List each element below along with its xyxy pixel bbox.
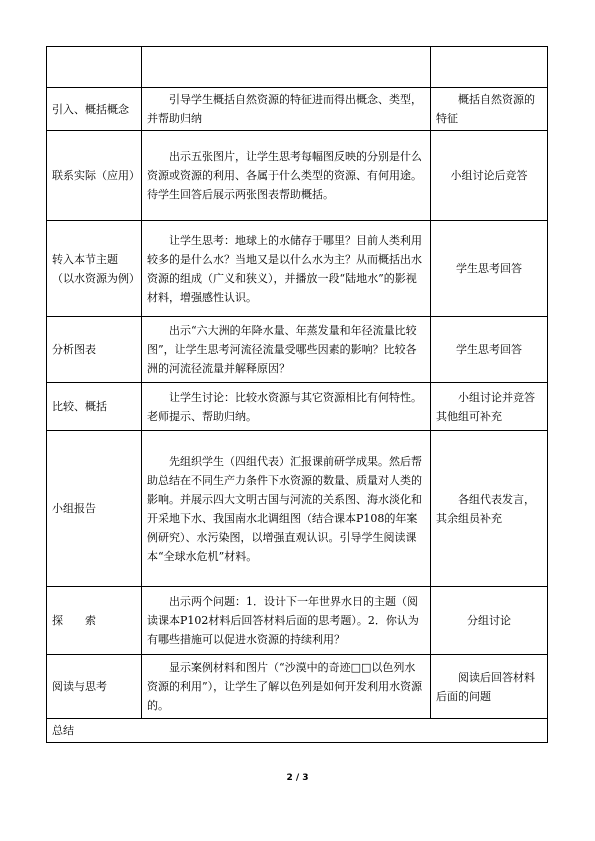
teacher-activity-cell: 显示案例材料和图片（“沙漠中的奇迹□□以色列水资源的利用”），让学生了解以色列是如何开发利用水资源的。: [142, 655, 431, 719]
lesson-plan-table: [46, 46, 548, 743]
table-row: [47, 431, 548, 587]
summary-cell: 总结: [47, 719, 548, 743]
table-row: [47, 587, 548, 655]
summary-row: [47, 719, 548, 743]
teacher-activity-cell: 出示五张图片，让学生思考每幅图反映的分别是什么资源或资源的利用、各属于什么类型的资源、有何用途。待学生回答后展示两张图表帮助概括。: [142, 131, 431, 221]
page-number: 2 / 3: [286, 773, 309, 783]
stage-cell: 转入本节主题（以水资源为例）: [47, 221, 142, 317]
teacher-activity-cell: 让学生思考：地球上的水储存于哪里？目前人类利用较多的是什么水？当地又是以什么水为主？从而概括出水资源的组成（广义和狭义），并播放一段“陆地水”的影视材料，增强感性认识。: [142, 221, 431, 317]
stage-cell: 比较、概括: [47, 383, 142, 431]
teacher-activity-cell: 让学生讨论：比较水资源与其它资源相比有何特性。老师提示、帮助归纳。: [142, 383, 431, 431]
stage-cell: 联系实际（应用）: [47, 131, 142, 221]
table-row: [47, 655, 548, 719]
student-activity-cell: 学生思考回答: [431, 317, 548, 383]
student-activity-cell: 小组讨论并竞答其他组可补充: [431, 383, 548, 431]
student-activity-cell: 小组讨论后竞答: [431, 131, 548, 221]
table-top-row: [47, 47, 548, 88]
student-activity-cell: 学生思考回答: [431, 221, 548, 317]
stage-cell: 引入、概括概念: [47, 88, 142, 131]
table-row: [47, 88, 548, 131]
table-row: [47, 221, 548, 317]
student-activity-cell: 阅读后回答材料后面的问题: [431, 655, 548, 719]
table-row: [47, 317, 548, 383]
stage-cell: 阅读与思考: [47, 655, 142, 719]
stage-cell: 小组报告: [47, 431, 142, 587]
teacher-activity-cell: 出示两个问题：1．设计下一年世界水日的主题（阅读课本P102材料后回答材料后面的思考题）。2．你认为有哪些措施可以促进水资源的持续利用？: [142, 587, 431, 655]
table-row: [47, 383, 548, 431]
stage-cell: 分析图表: [47, 317, 142, 383]
stage-cell: 探 索: [47, 587, 142, 655]
student-activity-cell: 概括自然资源的特征: [431, 88, 548, 131]
teacher-activity-cell: 出示“六大洲的年降水量、年蒸发量和年径流量比较图”，让学生思考河流径流量受哪些因素的影响？比较各洲的河流径流量并解释原因？: [142, 317, 431, 383]
student-activity-cell: 分组讨论: [431, 587, 548, 655]
table-row: [47, 131, 548, 221]
teacher-activity-cell: 引导学生概括自然资源的特征进而得出概念、类型，并帮助归纳: [142, 88, 431, 131]
teacher-activity-cell: 先组织学生（四组代表）汇报课前研学成果。然后帮助总结在不同生产力条件下水资源的数量、质量对人类的影响。并展示四大文明古国与河流的关系图、海水淡化和开采地下水、我国南水北调组图（结合课本P108的年案例研究）、水污染图，以增强直观认识。引导学生阅读课本“全球水危机”材料。: [142, 431, 431, 587]
student-activity-cell: 各组代表发言，其余组员补充: [431, 431, 548, 587]
